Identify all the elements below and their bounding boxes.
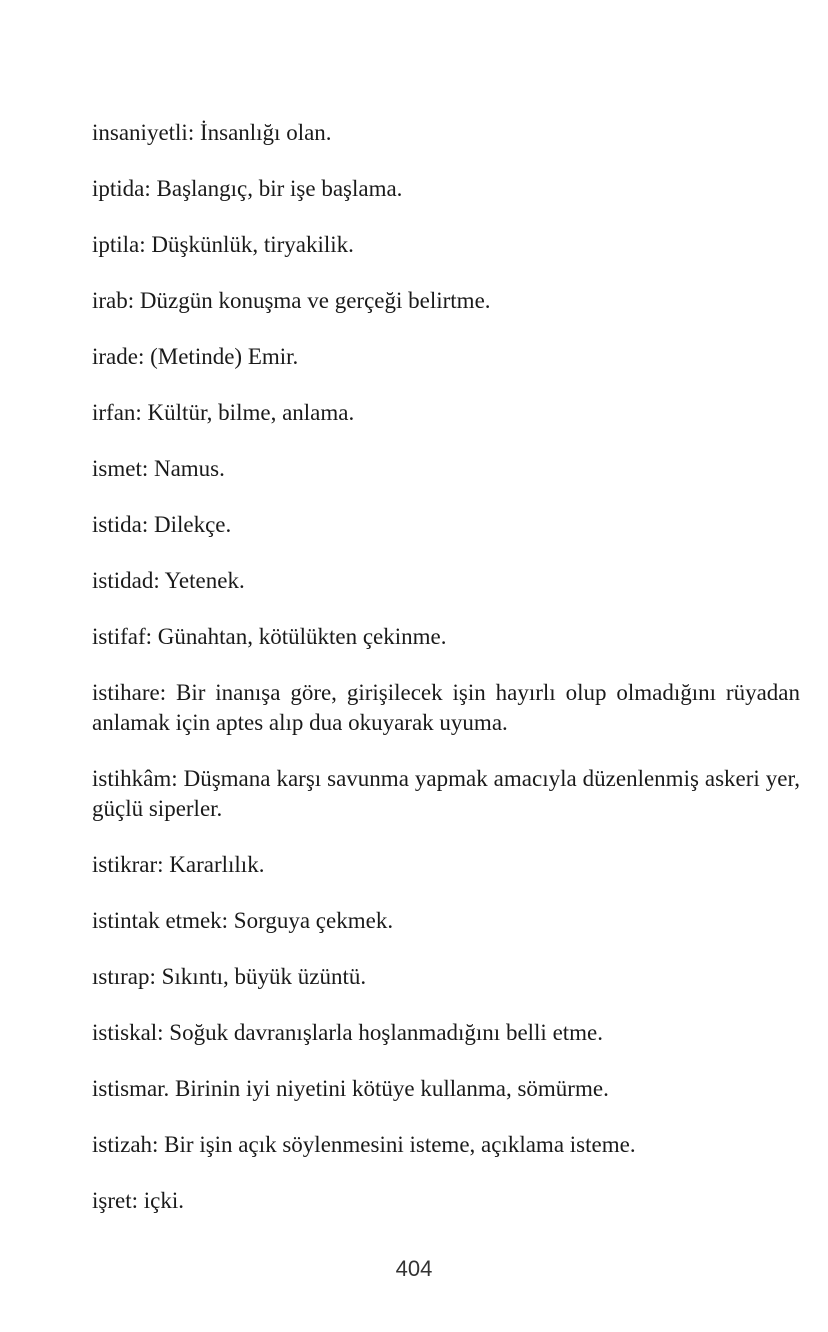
glossary-entry: irfan: Kültür, bilme, anlama. <box>92 400 355 425</box>
glossary-entry: istihare: Bir inanışa göre, girişilecek işin hayırlı olup olmadığını rüyadan anlamak için aptes alıp dua okuyarak uyuma. <box>92 680 800 735</box>
glossary-entry: iptida: Başlangıç, bir işe başlama. <box>92 176 403 201</box>
glossary-entry: istidad: Yetenek. <box>92 568 245 593</box>
glossary-entry: insaniyetli: İnsanlığı olan. <box>92 120 332 145</box>
glossary-entry: istihkâm: Düşmana karşı savunma yapmak amacıyla düzenlenmiş askeri yer, güçlü siperler. <box>92 766 800 821</box>
glossary-entry: irab: Düzgün konuşma ve gerçeği belirtme. <box>92 288 491 313</box>
glossary-entry: istizah: Bir işin açık söylenmesini isteme, açıklama isteme. <box>92 1132 636 1157</box>
glossary-entry: istismar. Birinin iyi niyetini kötüye kullanma, sömürme. <box>92 1076 609 1101</box>
glossary-entry: ismet: Namus. <box>92 456 225 481</box>
glossary-entry: işret: içki. <box>92 1188 184 1213</box>
glossary-entry: istifaf: Günahtan, kötülükten çekinme. <box>92 624 447 649</box>
glossary-entry: istiskal: Soğuk davranışlarla hoşlanmadığını belli etme. <box>92 1020 604 1045</box>
glossary-entry: istida: Dilekçe. <box>92 512 232 537</box>
glossary-entry: irade: (Metinde) Emir. <box>92 344 299 369</box>
glossary-page <box>92 118 800 1242</box>
glossary-entry: ıstırap: Sıkıntı, büyük üzüntü. <box>92 964 367 989</box>
glossary-entry: istintak etmek: Sorguya çekmek. <box>92 908 394 933</box>
page-number: 404 <box>395 1256 433 1281</box>
glossary-entry: istikrar: Kararlılık. <box>92 852 265 877</box>
glossary-entry: iptila: Düşkünlük, tiryakilik. <box>92 232 354 257</box>
